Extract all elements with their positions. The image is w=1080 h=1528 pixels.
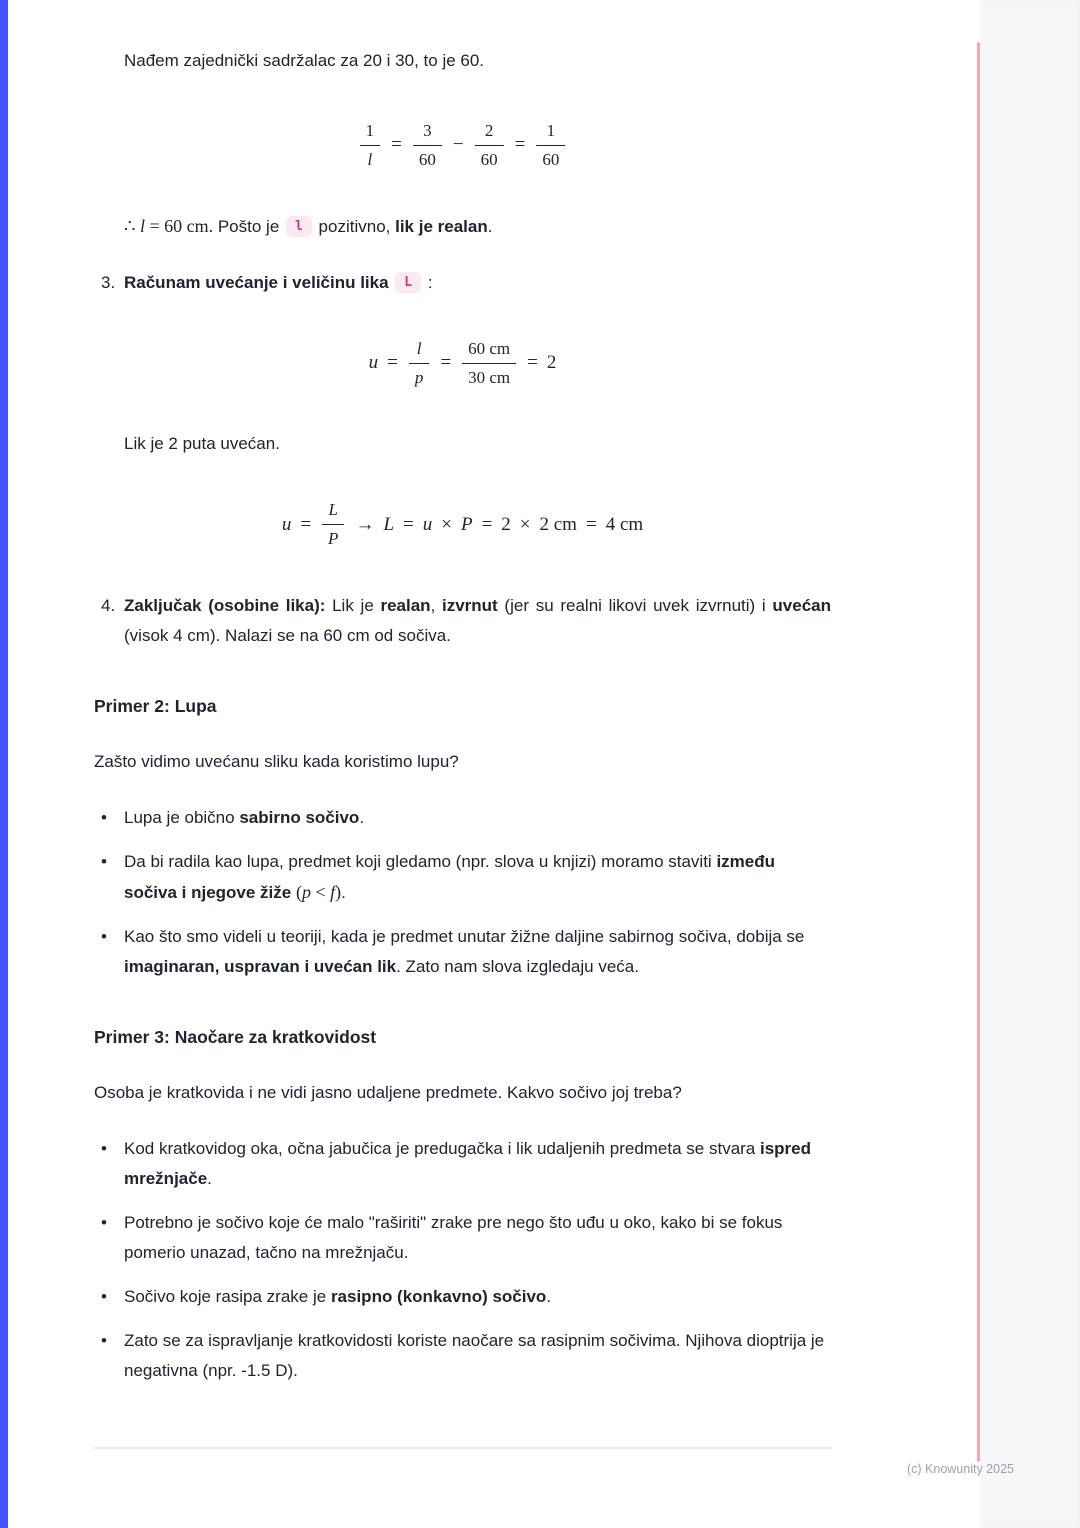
bold-text-run: sabirno sočivo — [239, 807, 360, 827]
fraction — [409, 338, 430, 389]
text-run: Sočivo koje rasipa zrake je — [124, 1286, 331, 1306]
page-edge-line — [977, 42, 980, 1462]
text-run: Nađem zajednički sadržalac za 20 i 30, to je 60. — [124, 51, 485, 70]
list-number: 3. — [101, 273, 116, 293]
text-run: . Zato nam slova izgledaju veća. — [396, 956, 639, 976]
bullet-marker: • — [101, 1138, 107, 1158]
math-number: 2 — [546, 352, 557, 374]
formula-row — [282, 499, 643, 550]
inline-code-chip: l — [286, 216, 312, 237]
text-run: (visok 4 cm). Nalazi se na 60 cm od sočiva. — [124, 625, 451, 645]
document-content — [94, 20, 831, 1400]
bullet-marker: • — [101, 851, 107, 871]
text-run: . — [546, 1286, 552, 1306]
math-text-run: ∴ — [124, 216, 140, 237]
fraction — [322, 499, 344, 550]
math-variable: u — [422, 513, 433, 535]
math-variable: l — [416, 339, 422, 359]
fraction — [462, 338, 516, 389]
bullet-list-item — [94, 1282, 831, 1312]
bold-text-run: lik je realan — [395, 217, 488, 237]
math-operator: = — [585, 513, 597, 535]
paragraph — [94, 1078, 831, 1108]
bullet-list-item — [94, 922, 831, 982]
bold-text-run: uvećan — [772, 595, 831, 615]
bold-text-run: rasipno (konkavno) sočivo — [330, 1286, 547, 1306]
bullet-marker: • — [101, 807, 107, 827]
math-operator: − — [452, 134, 464, 156]
bullet-list-item — [94, 1208, 831, 1268]
math-number: 2 — [501, 513, 511, 535]
math-operator: = — [440, 352, 452, 374]
formula-row — [358, 120, 568, 171]
math-operator: × — [441, 513, 452, 535]
paragraph — [94, 429, 831, 459]
section-heading — [94, 691, 831, 721]
list-item-text — [124, 591, 831, 651]
text-run: : — [423, 273, 433, 293]
copyright-note: (c) Knowunity 2025 — [906, 1462, 1014, 1476]
math-operator: = — [403, 513, 414, 535]
footer-divider — [94, 1447, 831, 1449]
math-operator: = — [387, 352, 398, 374]
list-number: 4. — [101, 595, 116, 615]
paragraph — [94, 747, 831, 777]
math-number: 60 — [418, 150, 436, 170]
text-run: Zato se za ispravljanje kratkovidosti koriste naočare sa rasipnim sočivima. Njihova dioptrija je negativna (npr. -1.5 D). — [124, 1330, 825, 1380]
list-item-text — [124, 847, 831, 908]
fraction — [360, 120, 381, 171]
paragraph — [94, 46, 831, 76]
math-variable: f — [330, 881, 336, 902]
list-item-text — [124, 922, 831, 982]
list-item-text — [124, 1208, 831, 1268]
formula-row — [369, 338, 557, 389]
math-operator: = — [527, 352, 538, 374]
bold-text-run: ispred mrežnjače — [124, 1138, 812, 1188]
text-run: Kod kratkovidog oka, očna jabučica je predugačka i lik udaljenih predmeta se stvara — [124, 1138, 760, 1158]
bullet-marker: • — [101, 1212, 107, 1232]
text-run: . — [207, 1168, 212, 1188]
math-formula — [94, 116, 831, 171]
fraction-numerator — [322, 499, 344, 525]
bold-text-run: realan — [380, 595, 431, 615]
bullet-list-item — [94, 1326, 831, 1386]
bold-text-run: Računam uvećanje i veličinu lika — [124, 273, 389, 293]
fraction-numerator — [360, 120, 381, 146]
fraction-denominator — [462, 364, 516, 389]
math-operator: → — [355, 513, 375, 535]
fraction-numerator — [475, 120, 504, 146]
math-number: 2 — [484, 121, 494, 140]
text-run: Lupa je obično — [124, 807, 240, 827]
math-variable: l — [367, 150, 373, 170]
math-text-run: = 60 cm. — [144, 216, 214, 237]
fraction-denominator — [536, 146, 565, 171]
bold-text-run: izvrnut — [442, 595, 498, 615]
right-gutter — [980, 0, 1080, 1528]
math-operator: × — [519, 513, 531, 535]
numbered-list-item — [94, 268, 831, 298]
text-run: . — [341, 882, 346, 902]
math-number: 60 — [480, 150, 498, 170]
fraction-numerator — [409, 338, 430, 364]
math-number: 1 — [365, 121, 375, 140]
math-operator: = — [481, 513, 493, 535]
section-heading — [94, 1022, 831, 1052]
list-item-text — [124, 1134, 831, 1194]
math-number: 4 cm — [605, 513, 644, 535]
fraction-numerator — [536, 120, 565, 146]
fraction-denominator — [475, 146, 504, 171]
fraction — [475, 120, 504, 171]
math-variable: L — [328, 500, 338, 520]
bullet-list-item — [94, 803, 831, 833]
math-variable: L — [383, 513, 395, 535]
text-run: Da bi radila kao lupa, predmet koji gledamo (npr. slova u knjizi) moramo staviti — [124, 851, 717, 871]
fraction — [413, 120, 442, 171]
math-variable: p — [414, 368, 424, 388]
text-run: Potrebno je sočivo koje će malo "raširiti" zrake pre nego što uđu u oko, kako bi se fokus pomerio unazad, tačno na mrežnjaču. — [124, 1212, 783, 1262]
text-run: . — [487, 217, 493, 237]
list-item-text — [124, 803, 831, 833]
text-run: . — [359, 807, 365, 827]
math-number: 60 — [542, 150, 560, 170]
math-text-run: < — [310, 881, 331, 902]
text-run: Lik je — [325, 595, 381, 615]
math-number: 60 cm — [468, 339, 511, 359]
fraction-denominator — [409, 364, 430, 389]
numbered-list-item — [94, 591, 831, 651]
math-variable: u — [281, 513, 292, 535]
bold-text-run: imaginaran, uspravan i uvećan lik — [124, 956, 397, 976]
text-run: pozitivno, — [313, 217, 396, 237]
math-text-run: ( — [295, 881, 302, 902]
text-run — [389, 273, 394, 292]
text-run: Zašto vidimo uvećanu sliku kada koristimo lupu? — [94, 751, 459, 771]
fraction-numerator — [462, 338, 516, 364]
list-item-text — [124, 1326, 831, 1386]
fraction-numerator — [413, 120, 442, 146]
math-variable: P — [460, 513, 473, 535]
math-text-run: ) — [335, 881, 342, 902]
text-run: Pošto je — [213, 217, 284, 237]
fraction — [536, 120, 565, 171]
fraction-denominator — [360, 146, 381, 171]
bullet-marker: • — [101, 1286, 107, 1306]
left-accent-bar — [0, 0, 8, 1528]
bullet-list-item — [94, 847, 831, 908]
list-item-text — [124, 268, 831, 298]
bold-text-run: Zaključak (osobine lika): — [124, 595, 326, 615]
fraction-denominator — [413, 146, 442, 171]
math-operator: = — [514, 134, 526, 156]
math-variable: p — [301, 881, 311, 902]
math-operator: = — [391, 134, 402, 156]
bullet-list-item — [94, 1134, 831, 1194]
text-run: Osoba je kratkovida i ne vidi jasno udaljene predmete. Kakvo sočivo joj treba? — [94, 1082, 682, 1102]
paragraph — [94, 211, 831, 242]
list-item-text — [124, 1282, 831, 1312]
math-number: 1 — [546, 121, 556, 140]
math-number: 30 cm — [468, 368, 511, 388]
math-variable: l — [139, 216, 145, 237]
inline-code-chip: L — [395, 272, 421, 293]
math-number: 2 cm — [539, 513, 577, 535]
text-run: Kao što smo videli u teoriji, kada je predmet unutar žižne daljine sabirnog sočiva, dobija se — [124, 926, 805, 946]
math-operator: = — [300, 513, 312, 535]
fraction-denominator — [322, 525, 344, 550]
math-formula — [94, 499, 831, 550]
bold-text-run: između sočiva i njegove žiže — [124, 851, 775, 902]
math-variable: u — [368, 352, 379, 374]
text-run: Primer 3: Naočare za kratkovidost — [94, 1026, 377, 1047]
math-variable: P — [328, 529, 339, 549]
math-number: 3 — [423, 121, 432, 140]
text-run: , — [430, 595, 442, 615]
text-run: Primer 2: Lupa — [94, 695, 217, 716]
bullet-marker: • — [101, 1330, 107, 1350]
math-formula — [94, 338, 831, 389]
bullet-marker: • — [101, 926, 107, 946]
text-run: Lik je 2 puta uvećan. — [124, 434, 280, 454]
text-run: (jer su realni likovi uvek izvrnuti) i — [497, 595, 773, 615]
